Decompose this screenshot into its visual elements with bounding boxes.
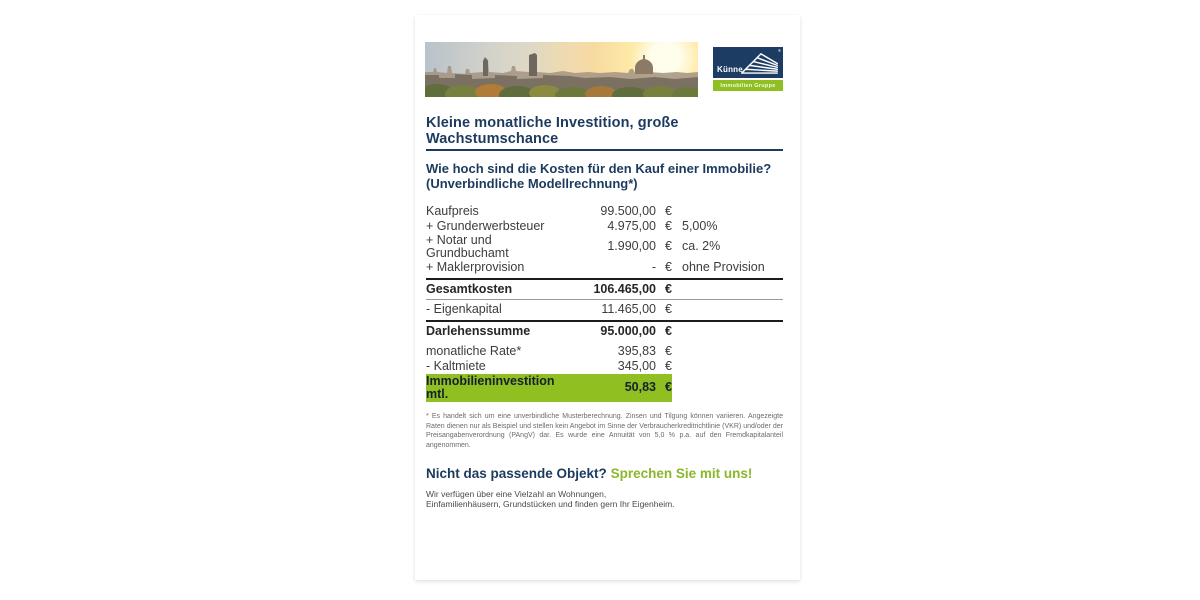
- subtitle-line-1: Wie hoch sind die Kosten für den Kauf einer Immobilie?: [426, 161, 772, 176]
- flyer-page: [415, 15, 800, 580]
- closing-line-1: Wir verfügen über eine Vielzahl an Wohnungen,: [426, 488, 607, 499]
- table-row-notar: + Notar und Grundbuchamt 1.990,00 € ca. 2%: [426, 233, 721, 260]
- table-row-kaufpreis: Kaufpreis 99.500,00 €: [426, 204, 672, 218]
- table-row-maklerprovision: + Maklerprovision - € ohne Provision: [426, 260, 765, 274]
- subtitle: [426, 162, 783, 191]
- flyer-content: [426, 15, 783, 510]
- table-row-kaltmiete: - Kaltmiete 345,00 €: [426, 358, 672, 373]
- table-row-gesamtkosten: Gesamtkosten 106.465,00 €: [426, 278, 783, 297]
- logo-group-bar: Immobilien Gruppe: [713, 80, 783, 91]
- closing-line-2: Einfamilienhäusern, Grundstücken und finden gern Ihr Eigenheim.: [426, 499, 675, 510]
- cta-question: Nicht das passende Objekt?: [426, 465, 607, 481]
- registered-mark: ®: [778, 48, 781, 53]
- cost-table: [426, 204, 783, 403]
- subtitle-line-2: (Unverbindliche Modellrechnung*): [426, 175, 638, 191]
- logo-brand-text: Künne: [717, 65, 743, 74]
- disclaimer-footnote: * Es handelt sich um eine unverbindliche Musterberechnung. Zinsen und Tilgung können variieren. Angezeigte Raten dienen nur als Beispiel und stellen kein Angebot im Sinne der Verbraucherkreditrichtlinie (VKR) und/oder der Preisangabenverordnung (PAngV) dar. Es wurde eine Annuität von 5,0 % p.a. auf den Fremdkapitalanteil angenommen.: [426, 413, 783, 450]
- table-row-eigenkapital: - Eigenkapital 11.465,00 €: [426, 299, 783, 317]
- cta-heading: [426, 466, 783, 481]
- table-row-grunderwerbsteuer: + Grunderwerbsteuer 4.975,00 € 5,00%: [426, 218, 718, 233]
- closing-text: [426, 489, 783, 510]
- page-title: Kleine monatliche Investition, große Wachstumschance: [426, 115, 783, 151]
- cta-answer: Sprechen Sie mit uns!: [610, 465, 753, 481]
- table-row-monatliche-rate: monatliche Rate* 395,83 €: [426, 344, 672, 358]
- table-row-immobilieninvestition: Immobilieninvestition mtl. 50,83 €: [426, 374, 672, 401]
- table-row-darlehenssumme: Darlehenssumme 95.000,00 €: [426, 320, 783, 339]
